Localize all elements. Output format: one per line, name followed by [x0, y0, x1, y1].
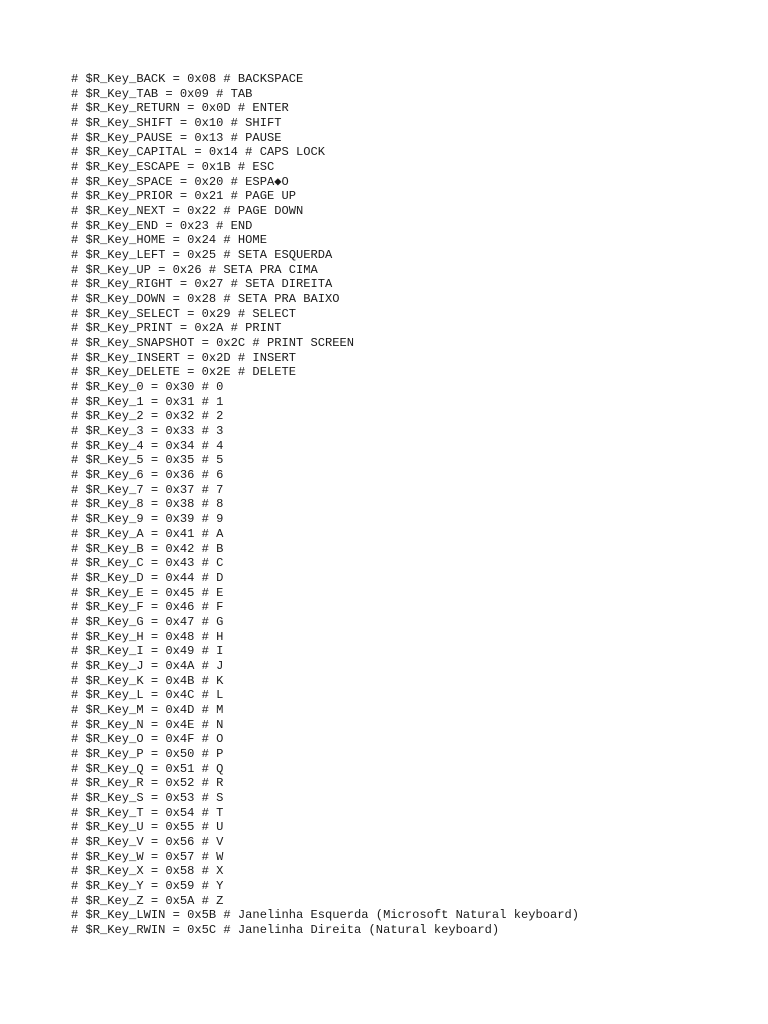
code-line: # $R_Key_END = 0x23 # END — [71, 218, 253, 233]
code-line: # $R_Key_LWIN = 0x5B # Janelinha Esquerda (Microsoft Natural keyboard) — [71, 908, 580, 923]
code-line: # $R_Key_M = 0x4D # M — [71, 702, 224, 717]
code-line: # $R_Key_7 = 0x37 # 7 — [71, 482, 224, 497]
code-line: # $R_Key_Z = 0x5A # Z — [71, 893, 224, 908]
code-line: # $R_Key_K = 0x4B # K — [71, 673, 224, 688]
code-line: # $R_Key_6 = 0x36 # 6 — [71, 468, 224, 483]
code-line: # $R_Key_A = 0x41 # A — [71, 526, 224, 541]
code-line: # $R_Key_UP = 0x26 # SETA PRA CIMA — [71, 262, 318, 277]
key-constants-listing — [71, 72, 579, 938]
code-line: # $R_Key_G = 0x47 # G — [71, 614, 224, 629]
code-line: # $R_Key_D = 0x44 # D — [71, 570, 224, 585]
code-line: # $R_Key_E = 0x45 # E — [71, 585, 224, 600]
code-line: # $R_Key_RETURN = 0x0D # ENTER — [71, 101, 289, 116]
code-line: # $R_Key_F = 0x46 # F — [71, 600, 224, 615]
code-line: # $R_Key_LEFT = 0x25 # SETA ESQUERDA — [71, 248, 333, 263]
code-line: # $R_Key_8 = 0x38 # 8 — [71, 497, 224, 512]
code-line: # $R_Key_U = 0x55 # U — [71, 820, 224, 835]
code-line: # $R_Key_TAB = 0x09 # TAB — [71, 86, 253, 101]
code-line: # $R_Key_T = 0x54 # T — [71, 805, 224, 820]
code-line: # $R_Key_PRIOR = 0x21 # PAGE UP — [71, 189, 296, 204]
code-line: # $R_Key_RIGHT = 0x27 # SETA DIREITA — [71, 277, 333, 292]
code-line: # $R_Key_C = 0x43 # C — [71, 556, 224, 571]
code-line: # $R_Key_3 = 0x33 # 3 — [71, 424, 224, 439]
code-line: # $R_Key_DELETE = 0x2E # DELETE — [71, 365, 296, 380]
code-line: # $R_Key_2 = 0x32 # 2 — [71, 409, 224, 424]
code-line: # $R_Key_INSERT = 0x2D # INSERT — [71, 350, 296, 365]
code-line: # $R_Key_P = 0x50 # P — [71, 746, 224, 761]
code-line: # $R_Key_SHIFT = 0x10 # SHIFT — [71, 116, 282, 131]
code-line: # $R_Key_W = 0x57 # W — [71, 849, 224, 864]
code-line: # $R_Key_O = 0x4F # O — [71, 732, 224, 747]
code-line: # $R_Key_PAUSE = 0x13 # PAUSE — [71, 130, 282, 145]
code-line: # $R_Key_S = 0x53 # S — [71, 790, 224, 805]
code-line: # $R_Key_PRINT = 0x2A # PRINT — [71, 321, 282, 336]
code-line: # $R_Key_1 = 0x31 # 1 — [71, 394, 224, 409]
code-line: # $R_Key_Y = 0x59 # Y — [71, 878, 224, 893]
code-line: # $R_Key_RWIN = 0x5C # Janelinha Direita (Natural keyboard) — [71, 922, 500, 937]
code-line: # $R_Key_I = 0x49 # I — [71, 644, 224, 659]
code-line: # $R_Key_0 = 0x30 # 0 — [71, 380, 224, 395]
code-line: # $R_Key_SNAPSHOT = 0x2C # PRINT SCREEN — [71, 336, 355, 351]
code-line: # $R_Key_SPACE = 0x20 # ESPA◆O — [71, 174, 289, 189]
code-line: # $R_Key_9 = 0x39 # 9 — [71, 512, 224, 527]
code-line: # $R_Key_N = 0x4E # N — [71, 717, 224, 732]
code-line: # $R_Key_ESCAPE = 0x1B # ESC — [71, 160, 275, 175]
code-line: # $R_Key_CAPITAL = 0x14 # CAPS LOCK — [71, 145, 326, 160]
code-line: # $R_Key_X = 0x58 # X — [71, 864, 224, 879]
code-line: # $R_Key_L = 0x4C # L — [71, 688, 224, 703]
code-line: # $R_Key_SELECT = 0x29 # SELECT — [71, 306, 296, 321]
code-line: # $R_Key_J = 0x4A # J — [71, 658, 224, 673]
code-line: # $R_Key_NEXT = 0x22 # PAGE DOWN — [71, 204, 304, 219]
code-line: # $R_Key_V = 0x56 # V — [71, 834, 224, 849]
code-line: # $R_Key_4 = 0x34 # 4 — [71, 438, 224, 453]
code-line: # $R_Key_5 = 0x35 # 5 — [71, 453, 224, 468]
code-line: # $R_Key_H = 0x48 # H — [71, 629, 224, 644]
code-line: # $R_Key_HOME = 0x24 # HOME — [71, 233, 267, 248]
code-line: # $R_Key_R = 0x52 # R — [71, 776, 224, 791]
code-line: # $R_Key_B = 0x42 # B — [71, 541, 224, 556]
code-line: # $R_Key_Q = 0x51 # Q — [71, 761, 224, 776]
code-line: # $R_Key_BACK = 0x08 # BACKSPACE — [71, 72, 304, 86]
code-line: # $R_Key_DOWN = 0x28 # SETA PRA BAIXO — [71, 292, 340, 307]
